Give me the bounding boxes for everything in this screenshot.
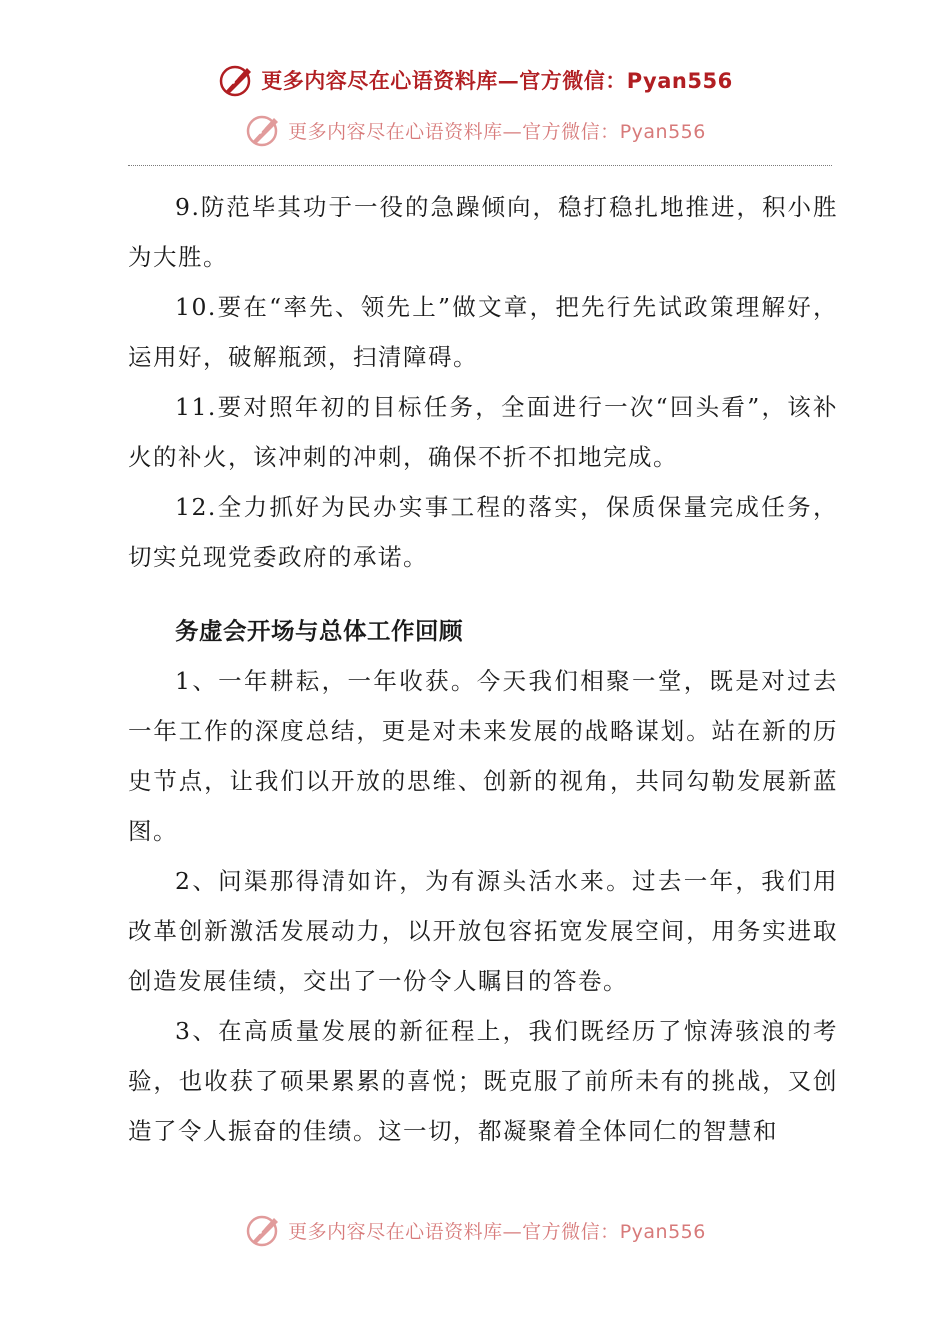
pen-nib-logo-icon (217, 62, 257, 98)
header-watermark-text (288, 117, 706, 144)
list-item: 11.要对照年初的目标任务，全面进行一次“回头看”，该补火的补火，该冲刺的冲刺，确保不折不扣地完成。 (128, 393, 838, 471)
list-item: 10.要在“率先、领先上”做文章，把先行先试政策理解好，运用好，破解瓶颈，扫清障碍。 (128, 293, 838, 371)
list-item: 12.全力抓好为民办实事工程的落实，保质保量完成任务，切实兑现党委政府的承诺。 (128, 493, 838, 571)
pen-nib-logo-icon (244, 1212, 284, 1248)
list-item: 9.防范毕其功于一役的急躁倾向，稳打稳扎地推进，积小胜为大胜。 (128, 193, 838, 271)
footer-banner (0, 1210, 950, 1250)
banner-library-name: 更多内容尽在心语资料库 (261, 68, 498, 93)
list-item: 3、在高质量发展的新征程上，我们既经历了惊涛骇浪的考验，也收获了硕果累累的喜悦；既克服了前所未有的挑战，又创造了令人振奋的佳绩。这一切，都凝聚着全体同仁的智慧和 (128, 1017, 838, 1145)
banner-wechat-label: —官方微信： (502, 120, 620, 143)
header-banner (0, 60, 950, 100)
banner-wechat-id: Pyan556 (626, 69, 733, 93)
header-banner-text (261, 65, 732, 95)
list-item: 2、问渠那得清如许，为有源头活水来。过去一年，我们用改革创新激活发展动力，以开放包容拓宽发展空间，用务实进取创造发展佳绩，交出了一份令人瞩目的答卷。 (128, 867, 838, 995)
document-body (128, 182, 838, 1156)
header-divider (128, 165, 832, 166)
banner-library-name: 更多内容尽在心语资料库 (288, 120, 503, 143)
banner-wechat-label: —官方微信： (502, 1220, 620, 1243)
pen-nib-logo-icon (244, 112, 284, 148)
banner-wechat-label: —官方微信： (497, 68, 627, 93)
footer-banner-text (288, 1217, 706, 1244)
banner-wechat-id: Pyan556 (619, 1220, 706, 1243)
banner-library-name: 更多内容尽在心语资料库 (288, 1220, 503, 1243)
header-watermark-banner (0, 110, 950, 150)
section-heading: 务虚会开场与总体工作回顾 (175, 617, 463, 645)
banner-wechat-id: Pyan556 (619, 120, 706, 143)
list-item: 1、一年耕耘，一年收获。今天我们相聚一堂，既是对过去一年工作的深度总结，更是对未来发展的战略谋划。站在新的历史节点，让我们以开放的思维、创新的视角，共同勾勒发展新蓝图。 (128, 667, 838, 845)
